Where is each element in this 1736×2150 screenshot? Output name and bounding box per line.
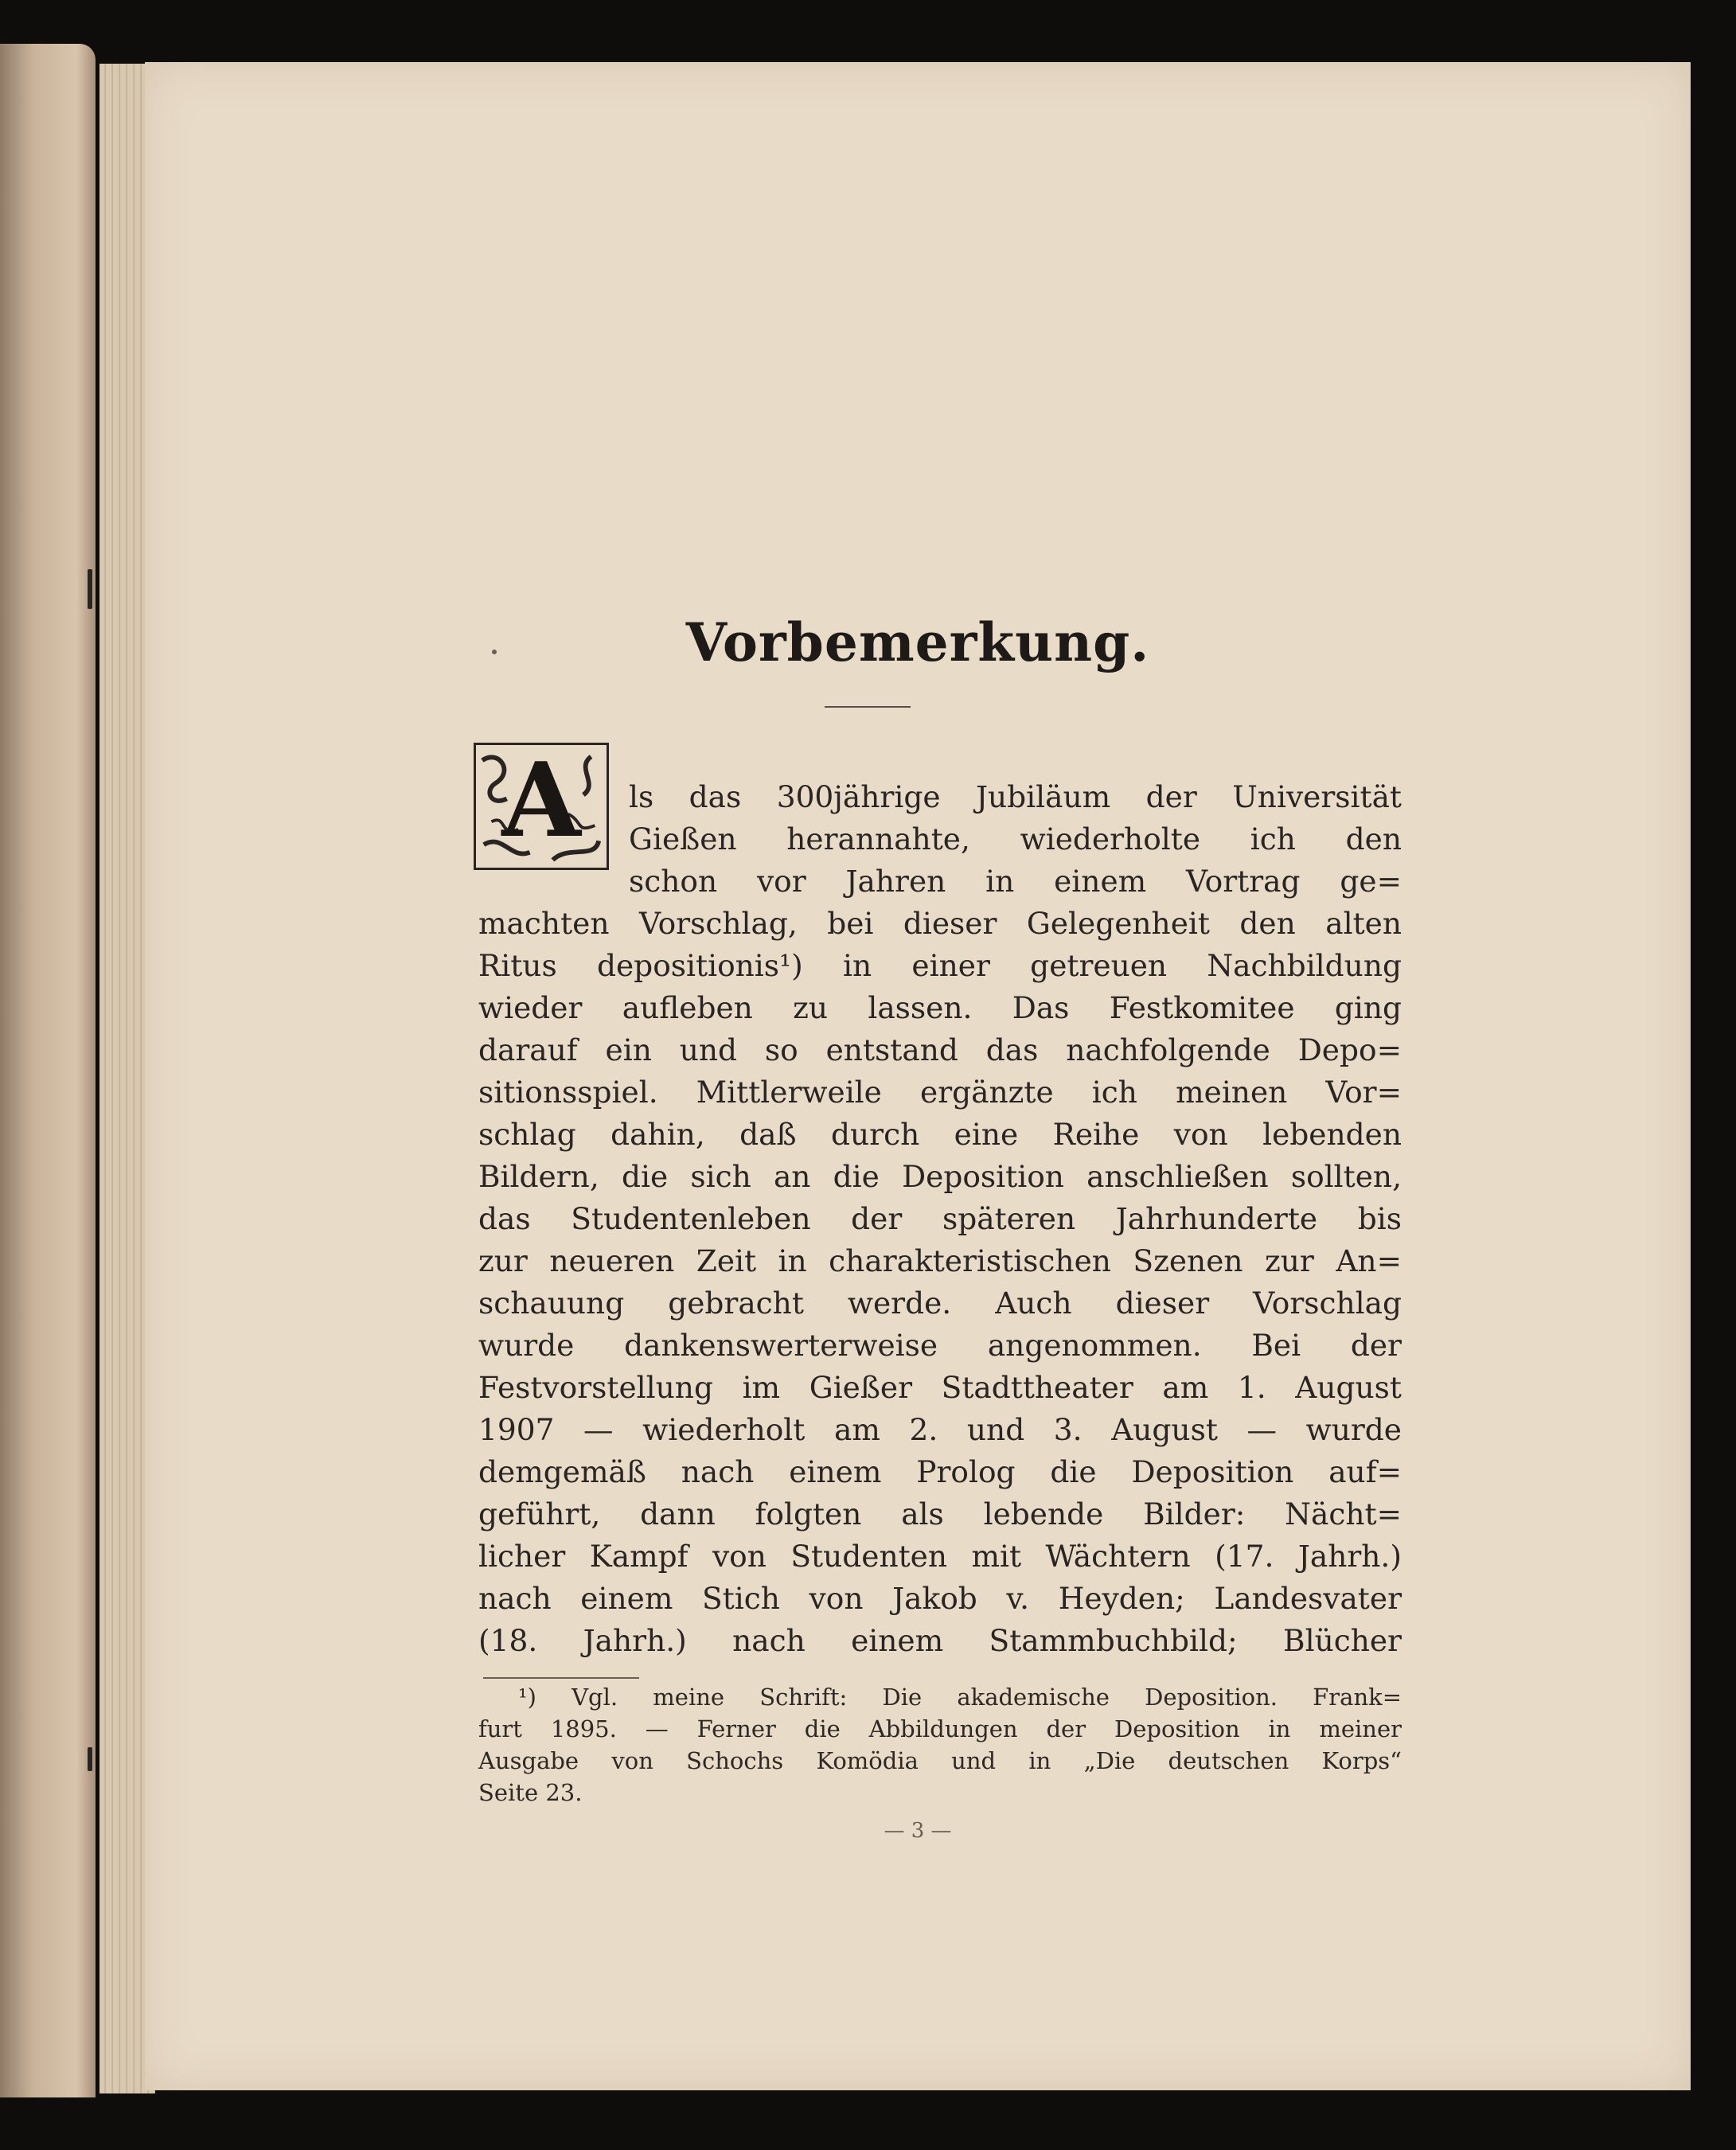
text-line: geführt, dann folgten als lebende Bilder: Nächt= <box>478 1496 1402 1532</box>
text-line: darauf ein und so entstand das nachfolgende Depo= <box>478 1032 1402 1067</box>
text-line: wurde dankenswerterweise angenommen. Bei der <box>478 1328 1402 1363</box>
text-line: nach einem Stich von Jakob v. Heyden; Landesvater <box>478 1581 1402 1616</box>
initial-letter: A <box>501 741 581 860</box>
text-line: ls das 300jährige Jubiläum der Universität <box>629 779 1402 814</box>
text-line: Ritus depositionis¹) in einer getreuen Nachbildung <box>478 948 1402 983</box>
text-line: machten Vorschlag, bei dieser Gelegenheit den alten <box>478 906 1402 941</box>
text-line: zur neueren Zeit in charakteristischen Szenen zur An= <box>478 1243 1402 1278</box>
previous-page-edge <box>0 44 96 2097</box>
page-number: — 3 — <box>884 1819 952 1843</box>
text-line: Bildern, die sich an die Deposition anschließen sollten, <box>478 1159 1402 1194</box>
binding-mark <box>88 569 92 609</box>
text-line: schon vor Jahren in einem Vortrag ge= <box>629 864 1402 899</box>
decorated-initial <box>474 743 609 870</box>
footnote-rule <box>483 1677 639 1679</box>
text-line: licher Kampf von Studenten mit Wächtern (17. Jahrh.) <box>478 1539 1402 1574</box>
text-line: schauung gebracht werde. Auch dieser Vorschlag <box>478 1286 1402 1321</box>
text-line: (18. Jahrh.) nach einem Stammbuchbild; Blücher <box>478 1623 1402 1658</box>
text-line: Festvorstellung im Gießer Stadttheater am 1. August <box>478 1370 1402 1405</box>
book-page <box>145 62 1691 2090</box>
text-line: demgemäß nach einem Prolog die Deposition auf= <box>478 1454 1402 1489</box>
text-line: das Studentenleben der späteren Jahrhunderte bis <box>478 1201 1402 1236</box>
binding-mark <box>88 1747 92 1771</box>
text-line: Gießen herannahte, wiederholte ich den <box>629 821 1402 856</box>
title-rule <box>825 706 911 708</box>
text-line: 1907 — wiederholt am 2. und 3. August — wurde <box>478 1412 1402 1447</box>
footnote-line: furt 1895. — Ferner die Abbildungen der Deposition in meiner <box>478 1715 1402 1742</box>
footnote-line: Ausgabe von Schochs Komödia und in „Die deutschen Korps“ <box>478 1747 1402 1774</box>
footnote-line: Seite 23. <box>478 1779 583 1806</box>
text-line: schlag dahin, daß durch eine Reihe von lebenden <box>478 1117 1402 1152</box>
footnote-line: ¹) Vgl. meine Schrift: Die akademische Deposition. Frank= <box>518 1684 1402 1711</box>
text-line: wieder aufleben zu lassen. Das Festkomitee ging <box>478 990 1402 1025</box>
page-title: Vorbemerkung. <box>685 611 1150 673</box>
text-line: sitionsspiel. Mittlerweile ergänzte ich meinen Vor= <box>478 1075 1402 1110</box>
